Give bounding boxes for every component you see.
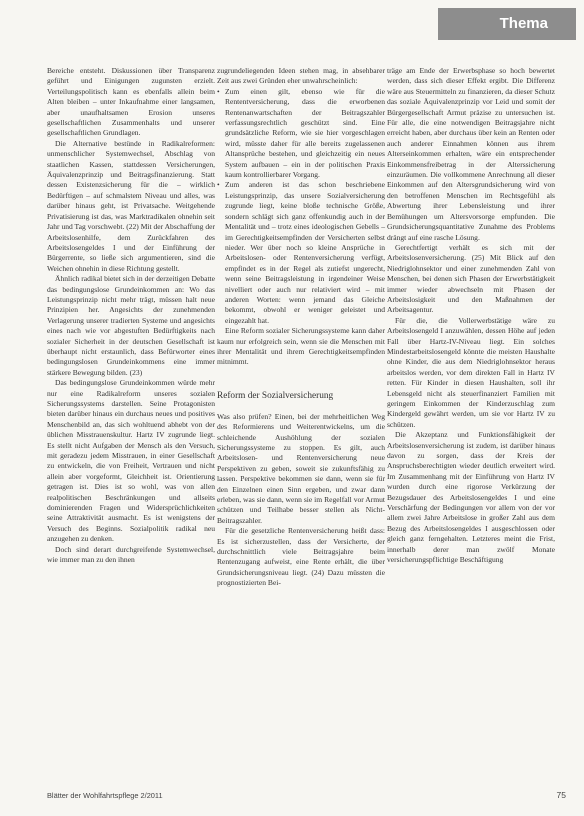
paragraph: Für die gesetzliche Rentenversicherung heißt dass: Es ist sicherzustellen, dass der Versicherte, der durchschnittlich viele Beitragsjahre beim Rentenzugang aufweist, eine Rente erhält, die über Grundsicherungsniveau liegt. (24) Dazu müssten die prognostizierten Bei- [217, 526, 385, 588]
bullet-list [217, 87, 385, 326]
paragraph: Das bedingungslose Grundeinkommen würde mehr nur eine Radikalreform unseres sozialen Sicherungssystems darstellen. Seine Protagonisten bieten darüber hinaus ein durchaus neues und positives Menschenbild an, das sich wohltuend abhebt von der üblichen Misstrauenskultur. Hartz IV zugrunde liegt. Es stellt nicht Aufgaben der Mensch als den Versuch, mit geradezu jedem Misstrauen, in einer Gesellschaft zu entwickeln, die von Freiheit, Vertrauen und nicht allein aber vorgeformt, Gleichheit ist. Orientierung getragen ist. Dies ist so wohl, was von allen realpolitischen Beschränkungen und allseits dominierenden Fragen und Widersprüchlichkeiten seine Attraktivität ausmacht. Es ist wenigstens der Versuch des Beginns. Sozialpolitik radikal neu anzugehen zu denken. [47, 378, 215, 544]
text-column-3 [387, 66, 555, 566]
paragraph: Für die, die Vollerwerbstätige wäre zu Arbeitslosengeld I anzuwählen, dessen Höhe auf jeden Fall über Hartz-IV-Niveau liegt. Ein solches Mindestarbeitslosengeld könnte die meisten Haushalte ohne Kinder, die aus dem Niedriglohnsektor heraus arbeitslos werden, vor dem direkten Fall in Hartz IV retten. Für Kinder in diesen Haushalten, soll ihr Lebensgeld nicht als steuerfinanziert Familien mit geringem Einkommen der Kinderzuschlag zum Kindergeld gewährt werden, um sie vor Hartz IV zu schützen. [387, 315, 555, 429]
paragraph: Was also prüfen? Einen, bei der mehrheitlichen Weg des Reformierens und Weiterentwickelns, um die schleichende Aushöhlung der sozialen Sicherungssysteme zu stoppen. Es gilt, auch Arbeitslosen- und Rentenversicherung neue Perspektiven zu geben, soweit sie zukunftsfähig zu lassen. Perspektive bekommen sie dann, wenn sie für den Einzelnen einen Sinn ergeben, und zwar dann erleben, was sie dann, wenn sie im Regelfall vor Armut schützen und Teilhabe besser stellen als Nicht-Beitragszahler. [217, 411, 385, 525]
paragraph: Ähnlich radikal bietet sich in der derzeitigen Debatte das bedingungslose Grundeinkommen an: Wo das Leistungsprinzip nicht mehr trägt, müssen halt neue Prinzipien her. Angesichts der zunehmenden Verlagerung unserer tradierten Systeme und angesichts eines nach wie vor abgestuften Bedürftigkeits nach sozialer Sicherheit in der deutschen Gesellschaft ist überhaupt nicht erstaunlich, dass Befürworter eines bedingungslosen Grundeinkommens eine immer stärkere Bewegung bilden. (23) [47, 274, 215, 377]
paragraph: Eine Reform sozialer Sicherungssysteme kann daher kaum nur erfolgreich sein, wenn sie die Menschen mit ihrer Mentalität und ihrem Gerechtigkeitsempfinden mitnimmt. [217, 326, 385, 367]
page-number: 75 [556, 790, 566, 800]
text-column-1 [47, 66, 215, 566]
journal-footer: Blätter der Wohlfahrtspflege 2/2011 [47, 791, 163, 800]
paragraph: Die Alternative bestünde in Radikalreformen: unmenschlicher Systemwechsel, Abschlag von staatlichen Kassen, stattdessen Versicherungen, Äquivalenzprinzip und Beitragsfinanzierung. Statt dessen Existenzsicherung für die – wirklich Bedürftigen – auf schmalstem Niveau und alles, was darüber hinaus geht, ist Privatsache. Weitgehende Privatisierung ist das, was Marktradikalen ohnehin seit Jahr und Tag vorschwebt. (22) Mit der Abschaffung der Arbeitslosenhilfe, dem Zurückfahren des Arbeitslosengeldes I und der Einführung der Bürgerrente, so ließe sich argumentieren, sind die Weichen ohnehin in diese Richtung gestellt. [47, 138, 215, 273]
bullet-item: • Zum anderen ist das schon beschriebene Leistungsprinzip, das unsere Sozialversicherung zugrunde liegt, keine bloße technische Größe, sondern schlägt sich ganz offenkundig auch in der Mentalität und – trotz eines ideologischen Gebells – im Gerechtigkeitsempfinden der Versicherten selbst nieder. Wer über noch so kleine Ansprüche in Arbeitslosen- oder Rentenversicherung verfügt, empfindet es in der Regel als zutiefst ungerecht, wenn seine Beitragsleistung in irgendeiner Weise nivelliert oder auch nur relativiert wird – mit anderen Worten: wenn jemand das Gleiche bekommt, obwohl er weniger geleistet und eingezahlt hat. [217, 180, 385, 326]
paragraph: Gerechtfertigt verhält es sich mit der Arbeitslosenversicherung. (25) Mit Blick auf den Niedriglohnsektor und einer zunehmenden Zahl von Menschen, bei denen sich Phasen der Erwerbstätigkeit immer wieder abwechseln mit Phasen der Arbeitslosigkeit und den Maßnahmen der Arbeitsagentur. [387, 242, 555, 315]
paragraph: zugrundeliegenden Ideen stehen mag, in absehbarer Zeit aus zwei Gründen eher unwahrscheinlich: [217, 66, 385, 86]
text-column-2 [217, 66, 385, 589]
paragraph: Doch sind derart durchgreifende Systemwechsel, wie immer man zu den ihnen [47, 544, 215, 565]
section-tab [438, 8, 576, 40]
bullet-item: • Zum einen gilt, ebenso wie für die Rententversicherung, dass die erworbenen Rentenanwartschaften der Beitragszahler verfassungsrechtlich geschützt sind. Eine grundsätzliche Reform, wie sie hier vorgeschlagen wird, müsste daher für alle bereits zugelassenen Altansprüche bestehen, und gleichzeitig ein neues System aufbauen – ein in der politischen Praxis kaum kontrollierbarer Vorgang. [217, 87, 385, 181]
paragraph: träge am Ende der Erwerbsphase so hoch bewertet werden, dass sich dieser Effekt ergibt. Die Differenz wäre aus Steuermitteln zu finanzieren, da dieser Schutz das soziale Äquivalenzprinzip vor Leid und somit der Bürgergesellschaft Armut präzise zu untersuchen ist. Für alle, die eine notwendigen Beitragsjahre nicht erreicht haben, aber durchaus über kein an Renten oder auch anderer Einnahmen können aus ihrem Alterseinkommen erhalten, wäre ein entsprechender Einkommensfreibetrag in der Alterssicherung einzuräumen. Die vollkommene Anrechnung all dieser Einkommen auf den Altersgrundsicherung wird von den betroffenen Menschen im Rechtsgefühl als Abwertung ihrer Lebensleistung und ihrer Bemühungen um Altersvorsorge empfunden. Die Grundsicherungsquantitative Zunahme des Problems drängt auf eine rasche Lösung. [387, 66, 555, 242]
paragraph: Bereiche entsteht. Diskussionen über Transparenz geführt und Einigungen zugunsten erzielt. Verteilungspolitisch kann es ebenfalls allein beim Alten bleiben – unter Inkaufnahme einer langsamen, aber unaufhaltsamen Erosion unseres gesellschaftlichen Zusammenhalts und unserer gesellschaftlichen Grundlagen. [47, 66, 215, 138]
paragraph: Die Akzeptanz und Funktionsfähigkeit der Arbeitslosenversicherung ist zudem, ist darüber hinaus davon zu sorgen, dass der Kreis der Anspruchsberechtigten wieder deutlich erweitert wird. Im Zusammenhang mit der Einführung von Hartz IV wurden durch eine rigorose Verkürzung der Bezugsdauer des Arbeitslosengeldes I und eine Verschärfung der Bedingungen vor allem von der vor allem zwei Jahre Arbeitslose in großer Zahl aus dem Bezug des Arbeitslosengeldes I ausgeschlossen oder gleich ganz ferngehalten. Letzteres meint die Frist, innerhalb derer man zwölf Monate versicherungspflichtige Beschäftigung [387, 430, 555, 565]
section-heading: Reform der Sozialversicherung [217, 390, 334, 401]
section-label: Thema [499, 15, 548, 32]
